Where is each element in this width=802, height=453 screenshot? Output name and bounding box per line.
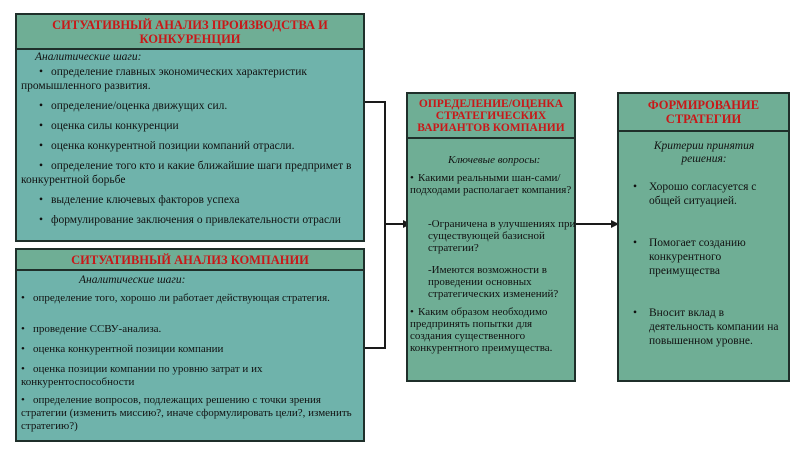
strategic-options-subtitle: Ключевые вопросы: <box>448 154 541 166</box>
connector-panel2-right <box>365 347 385 349</box>
strategic-options-title: ОПРЕДЕЛЕНИЕ/ОЦЕНКА СТРАТЕГИЧЕСКИХ ВАРИАНТОВ КОМПАНИИ <box>408 94 574 139</box>
industry-analysis-subtitle: Аналитические шаги: <box>35 51 142 63</box>
connector-panel1-right <box>365 101 385 103</box>
industry-step-4: • оценка конкурентной позиции компаний отрасли. <box>39 140 295 152</box>
company-step-3: • оценка конкурентной позиции компании <box>21 343 224 355</box>
company-analysis-panel <box>15 248 365 442</box>
industry-step-6: • выделение ключевых факторов успеха <box>39 194 240 206</box>
industry-step-7: • формулирование заключения о привлекательности отрасли <box>39 214 341 226</box>
strategy-formation-title: ФОРМИРОВАНИЕ СТРАТЕГИИ <box>619 94 788 132</box>
company-step-1: • определение того, хорошо ли работает действующая стратегия. <box>21 292 330 304</box>
company-analysis-subtitle: Аналитические шаги: <box>79 274 186 286</box>
company-analysis-title: СИТУАТИВНЫЙ АНАЛИЗ КОМПАНИИ <box>17 250 363 271</box>
company-step-2: • проведение ССВУ-анализа. <box>21 323 162 335</box>
company-step-5: • определение вопросов, подлежащих решению с точки зрения стратегии (изменить миссию?, иначе сформулировать цели?, изменить стратегию?) <box>21 394 352 432</box>
industry-step-3: • оценка силы конкуренции <box>39 120 179 132</box>
question-2: • Каким образом необходимо предпринять попытки для создания существенного конкурентного преимущества. <box>410 306 553 354</box>
strategic-options-panel <box>406 92 576 382</box>
question-1a: -Ограничена в улучшениях при существующей базисной стратегии? <box>428 218 576 254</box>
criterion-2: • Помогает созданию конкурентного преимущества <box>633 237 746 277</box>
industry-step-5: • определение того кто и какие ближайшие шаги предпримет в конкурентной борьбе <box>21 160 352 186</box>
company-step-4: • оценка позиции компании по уровню затрат и их конкурентоспособности <box>21 363 263 388</box>
industry-analysis-title: СИТУАТИВНЫЙ АНАЛИЗ ПРОИЗВОДСТВА И КОНКУРЕНЦИИ <box>17 15 363 50</box>
industry-step-2: • определение/оценка движущих сил. <box>39 100 228 112</box>
strategy-formation-subtitle: Критерии принятия решения: <box>653 140 755 165</box>
industry-step-1: • определение главных экономических характеристик промышленного развития. <box>21 66 307 92</box>
question-1b: -Имеются возможности в проведении основных стратегических изменений? <box>428 264 559 300</box>
criterion-1: • Хорошо согласуется с общей ситуацией. <box>633 181 757 207</box>
connector-panel3-to-panel4 <box>576 223 614 225</box>
connector-vertical <box>384 101 386 349</box>
question-1: • Какими реальными шан-сами/подходами располагает компания? <box>410 172 572 196</box>
criterion-3: • Вносит вклад в деятельность компании на повышенном уровне. <box>633 307 779 347</box>
strategy-formation-panel <box>617 92 790 382</box>
industry-analysis-panel <box>15 13 365 242</box>
